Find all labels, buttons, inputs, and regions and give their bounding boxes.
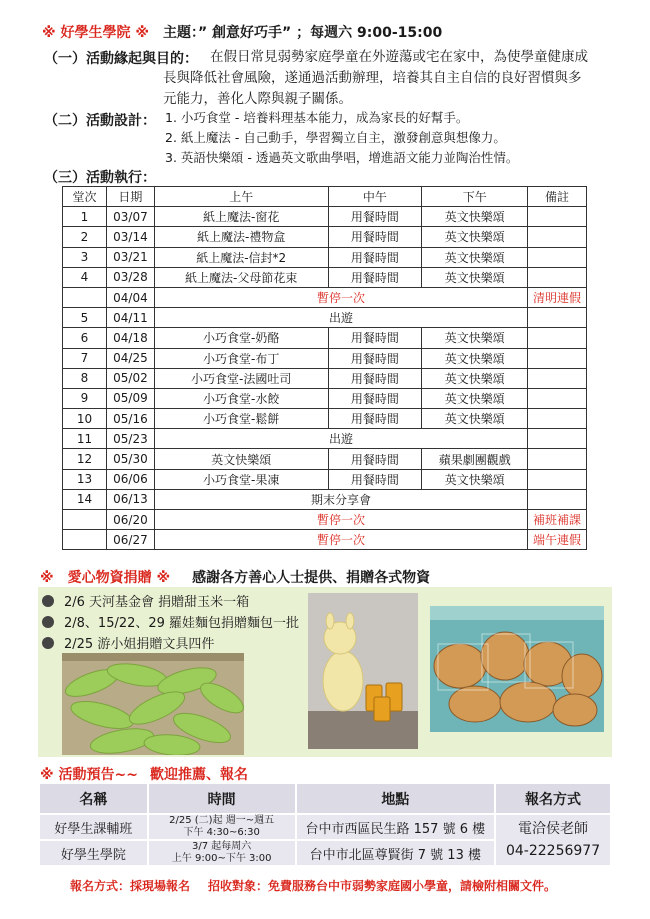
event-time-line: 2/25 (二)起 週一~週五 — [169, 815, 275, 826]
session-date: 06/20 — [106, 510, 154, 530]
noon-activity: 用餐時間 — [328, 328, 422, 348]
event-row — [40, 814, 611, 840]
section3-label: （三）活動執行： — [44, 170, 156, 186]
session-note: 端午連假 — [528, 530, 587, 550]
col-header-note: 備註 — [528, 187, 587, 207]
session-number: 9 — [63, 388, 107, 408]
event-time — [148, 840, 296, 866]
preview-title: ※ 活動預告~~ — [40, 767, 138, 783]
col-header-afternoon: 下午 — [422, 187, 528, 207]
session-date: 03/14 — [106, 227, 154, 247]
afternoon-activity: 英文快樂頌 — [422, 328, 528, 348]
morning-activity: 小巧食堂-鬆餅 — [154, 409, 328, 429]
contact-phone: 04-22256977 — [505, 843, 601, 859]
schedule-table — [62, 186, 587, 550]
session-number: 8 — [63, 368, 107, 388]
bread-photo — [430, 606, 604, 732]
col-header-time: 時間 — [148, 784, 296, 814]
session-number: 14 — [63, 489, 107, 509]
session-date: 05/30 — [106, 449, 154, 469]
session-note: 補班補課 — [528, 510, 587, 530]
session-date: 04/11 — [106, 308, 154, 328]
col-header-date: 日期 — [106, 187, 154, 207]
noon-activity: 用餐時間 — [328, 409, 422, 429]
afternoon-activity: 英文快樂頌 — [422, 267, 528, 287]
design-list — [165, 108, 518, 168]
afternoon-activity: 英文快樂頌 — [422, 388, 528, 408]
events-header-row — [40, 784, 611, 814]
preview-title-line — [40, 764, 248, 784]
afternoon-activity: 英文快樂頌 — [422, 409, 528, 429]
session-date: 06/27 — [106, 530, 154, 550]
col-header-session: 堂次 — [63, 187, 107, 207]
flyer-header — [42, 22, 442, 42]
morning-activity: 紙上魔法-父母節花束 — [154, 267, 328, 287]
session-number: 7 — [63, 348, 107, 368]
session-number: 13 — [63, 469, 107, 489]
schedule-row — [63, 267, 587, 287]
morning-activity: 小巧食堂-法國吐司 — [154, 368, 328, 388]
session-number: 12 — [63, 449, 107, 469]
session-date: 06/06 — [106, 469, 154, 489]
event-contact — [495, 814, 611, 866]
target-audience: 招收對象：免費服務台中市弱勢家庭國小學童，請檢附相關文件。 — [208, 879, 557, 893]
donation-item-text: 2/6 天河基金會 捐贈甜玉米一箱 — [64, 595, 250, 610]
corn-photo — [62, 653, 244, 755]
afternoon-activity: 英文快樂頌 — [422, 368, 528, 388]
donation-thanks: 感謝各方善心人士提供、捐贈各式物資 — [192, 570, 431, 586]
session-date: 05/02 — [106, 368, 154, 388]
schedule-row — [63, 328, 587, 348]
session-number: 4 — [63, 267, 107, 287]
event-place: 台中市北區尊賢街 7 號 13 樓 — [296, 840, 496, 866]
session-date: 03/28 — [106, 267, 154, 287]
schedule-row — [63, 409, 587, 429]
contact-name: 電洽侯老師 — [518, 821, 589, 837]
footer — [70, 877, 556, 894]
schedule-row — [63, 308, 587, 328]
donation-item — [42, 613, 299, 634]
schedule-row — [63, 530, 587, 550]
section1-line1: 在假日常見弱勢家庭學童在外遊蕩或宅在家中，為使學童健康成 — [210, 49, 588, 65]
session-note — [528, 348, 587, 368]
event-time-line: 下午 4:30~6:30 — [183, 827, 260, 838]
donation-title: ※ 愛心物資捐贈 ※ — [40, 570, 171, 586]
morning-activity: 小巧食堂-奶酪 — [154, 328, 328, 348]
noon-activity: 用餐時間 — [328, 368, 422, 388]
bullet-icon — [42, 595, 54, 607]
schedule-header-row — [63, 187, 587, 207]
event-time-line: 3/7 起每周六 — [192, 841, 252, 852]
morning-activity: 小巧食堂-布丁 — [154, 348, 328, 368]
noon-activity: 用餐時間 — [328, 227, 422, 247]
session-date: 03/07 — [106, 207, 154, 227]
signup-method: 報名方式：採現場報名 — [70, 879, 191, 893]
session-note — [528, 429, 587, 449]
session-activity: 期末分享會 — [154, 489, 527, 509]
morning-activity: 小巧食堂-果凍 — [154, 469, 328, 489]
bullet-icon — [42, 637, 54, 649]
session-number: 1 — [63, 207, 107, 227]
event-time — [148, 814, 296, 840]
schedule-row — [63, 469, 587, 489]
schedule-row — [63, 489, 587, 509]
noon-activity: 用餐時間 — [328, 388, 422, 408]
noon-activity: 用餐時間 — [328, 348, 422, 368]
session-number: 11 — [63, 429, 107, 449]
session-note — [528, 227, 587, 247]
toy-juice-photo — [308, 593, 418, 749]
session-note: 清明連假 — [528, 287, 587, 307]
schedule-row — [63, 287, 587, 307]
session-date: 05/09 — [106, 388, 154, 408]
morning-activity: 小巧食堂-水餃 — [154, 388, 328, 408]
afternoon-activity: 蘋果劇團觀戲 — [422, 449, 528, 469]
morning-activity: 英文快樂頌 — [154, 449, 328, 469]
session-note — [528, 328, 587, 348]
event-name: 好學生學院 — [40, 840, 148, 866]
event-time-line: 上午 9:00~下午 3:00 — [171, 853, 272, 864]
schedule-row — [63, 368, 587, 388]
session-note — [528, 489, 587, 509]
session-date: 05/16 — [106, 409, 154, 429]
session-number: 10 — [63, 409, 107, 429]
noon-activity: 用餐時間 — [328, 267, 422, 287]
afternoon-activity: 英文快樂頌 — [422, 469, 528, 489]
event-name: 好學生課輔班 — [40, 814, 148, 840]
col-header-signup: 報名方式 — [495, 784, 611, 814]
section1-line3: 元能力，善化人際與親子關係。 — [163, 91, 352, 107]
session-date: 03/21 — [106, 247, 154, 267]
session-note — [528, 388, 587, 408]
session-activity: 出遊 — [154, 429, 527, 449]
noon-activity: 用餐時間 — [328, 207, 422, 227]
col-header-name: 名稱 — [40, 784, 148, 814]
session-note — [528, 449, 587, 469]
noon-activity: 用餐時間 — [328, 469, 422, 489]
org-name: ※ 好學生學院 ※ — [42, 25, 149, 41]
preview-welcome: 歡迎推薦、報名 — [149, 767, 248, 783]
donation-title-line — [40, 567, 430, 587]
session-activity: 暫停一次 — [154, 530, 527, 550]
noon-activity: 用餐時間 — [328, 247, 422, 267]
theme-line: 主題：” 創意好巧手” ；每週六 9:00-15:00 — [162, 25, 443, 41]
afternoon-activity: 英文快樂頌 — [422, 247, 528, 267]
session-note — [528, 207, 587, 227]
section2-label: （二）活動設計： — [44, 113, 156, 129]
afternoon-activity: 英文快樂頌 — [422, 348, 528, 368]
design-item: 3. 英語快樂頌 - 透過英文歌曲學唱，增進語文能力並陶治性情。 — [165, 150, 519, 165]
schedule-row — [63, 449, 587, 469]
bullet-icon — [42, 616, 54, 628]
session-note — [528, 247, 587, 267]
schedule-row — [63, 388, 587, 408]
session-number: 3 — [63, 247, 107, 267]
schedule-row — [63, 348, 587, 368]
morning-activity: 紙上魔法-窗花 — [154, 207, 328, 227]
schedule-row — [63, 247, 587, 267]
events-table — [40, 784, 612, 867]
session-date: 04/18 — [106, 328, 154, 348]
afternoon-activity: 英文快樂頌 — [422, 227, 528, 247]
session-number: 5 — [63, 308, 107, 328]
session-number — [63, 287, 107, 307]
col-header-place: 地點 — [296, 784, 496, 814]
session-activity: 暫停一次 — [154, 287, 527, 307]
session-date: 04/04 — [106, 287, 154, 307]
session-activity: 暫停一次 — [154, 510, 527, 530]
donation-item — [42, 592, 299, 613]
donation-item — [42, 634, 299, 655]
schedule-row — [63, 207, 587, 227]
session-number: 2 — [63, 227, 107, 247]
donation-list — [42, 592, 299, 655]
session-note — [528, 267, 587, 287]
session-number — [63, 530, 107, 550]
morning-activity: 紙上魔法-禮物盒 — [154, 227, 328, 247]
session-note — [528, 409, 587, 429]
session-note — [528, 308, 587, 328]
session-activity: 出遊 — [154, 308, 527, 328]
event-place: 台中市西區民生路 157 號 6 樓 — [296, 814, 496, 840]
session-number — [63, 510, 107, 530]
afternoon-activity: 英文快樂頌 — [422, 207, 528, 227]
noon-activity: 用餐時間 — [328, 449, 422, 469]
session-date: 05/23 — [106, 429, 154, 449]
design-item: 1. 小巧食堂 - 培養料理基本能力，成為家長的好幫手。 — [165, 110, 469, 125]
schedule-row — [63, 227, 587, 247]
col-header-morning: 上午 — [154, 187, 328, 207]
section1-label: （一）活動緣起與目的： — [44, 51, 198, 67]
design-item: 2. 紙上魔法 - 自己動手，學習獨立自主，激發創意與想像力。 — [165, 130, 506, 145]
session-number: 6 — [63, 328, 107, 348]
session-note — [528, 469, 587, 489]
schedule-row — [63, 510, 587, 530]
donation-item-text: 2/8、15/22、29 羅娃麵包捐贈麵包一批 — [64, 616, 300, 631]
col-header-noon: 中午 — [328, 187, 422, 207]
schedule-row — [63, 429, 587, 449]
session-date: 06/13 — [106, 489, 154, 509]
session-note — [528, 368, 587, 388]
donation-item-text: 2/25 游小姐捐贈文具四件 — [64, 637, 215, 652]
section1-line2: 長與降低社會風險，遂通過活動辦理，培養其自主自信的良好習慣與多 — [163, 70, 582, 86]
morning-activity: 紙上魔法-信封*2 — [154, 247, 328, 267]
session-date: 04/25 — [106, 348, 154, 368]
